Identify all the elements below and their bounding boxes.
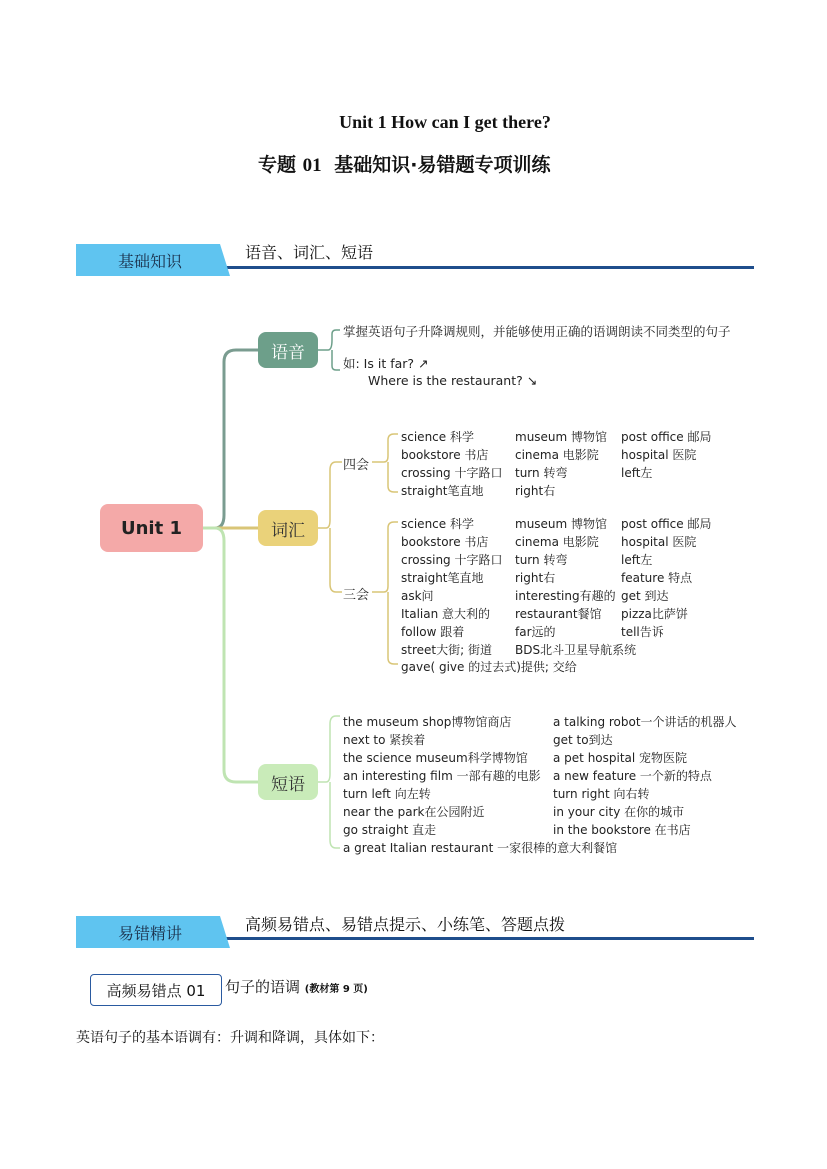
four-skills-cell: crossing 十字路口: [401, 466, 503, 480]
topic-prefix: 专题: [258, 154, 297, 176]
branch-vocab: 词汇: [258, 510, 318, 546]
three-skills-cell: ask问: [401, 589, 434, 603]
four-skills-cell: museum 博物馆: [515, 430, 608, 444]
three-skills-cell: pizza比萨饼: [621, 607, 688, 621]
phrase-list-cell: a pet hospital 宠物医院: [553, 751, 688, 765]
three-skills-cell: straight笔直地: [401, 571, 484, 585]
bracket-four: [372, 434, 398, 492]
three-skills-cell: cinema 电影院: [515, 535, 599, 549]
branch-phrases: 短语: [258, 764, 318, 800]
three-skills-cell: Italian 意大利的: [401, 607, 491, 621]
section1-subtitle: 语音、词汇、短语: [245, 243, 374, 262]
phonetics-example-1: 如: Is it far? ↗: [343, 356, 429, 371]
four-skills-cell: turn 转弯: [515, 466, 568, 480]
phrase-list-cell: the museum shop博物馆商店: [343, 715, 512, 729]
section1-tag: 基础知识: [76, 244, 220, 276]
phrase-list-cell: an interesting film 一部有趣的电影: [343, 769, 541, 783]
three-skills-cell: right右: [515, 571, 556, 585]
three-skills-cell: follow 跟着: [401, 625, 465, 639]
three-skills-cell: far远的: [515, 625, 556, 639]
four-skills-cell: science 科学: [401, 430, 474, 444]
phrase-list-cell: in your city 在你的城市: [553, 805, 685, 819]
phrase-list-cell: go straight 直走: [343, 823, 437, 837]
three-skills-cell: tell告诉: [621, 625, 664, 639]
three-skills-cell: science 科学: [401, 517, 474, 531]
topic-number: 01: [302, 155, 322, 176]
four-skills-label: 四会: [343, 458, 370, 473]
section2-subtitle: 高频易错点、易错点提示、小练笔、答题点拨: [245, 915, 566, 934]
three-skills-cell: bookstore 书店: [401, 535, 489, 549]
bracket-phrases: [318, 716, 340, 848]
mindmap-root: Unit 1: [100, 504, 203, 552]
phrase-list-cell: next to 紧挨着: [343, 733, 426, 747]
three-skills-cell: BDS北斗卫星导航系统: [515, 643, 637, 657]
three-skills-cell: get 到达: [621, 589, 669, 603]
phrase-list-cell: turn left 向左转: [343, 787, 431, 801]
connector-root-phonetics: [203, 350, 258, 528]
bracket-three: [372, 522, 398, 664]
four-skills-cell: cinema 电影院: [515, 448, 599, 462]
three-skills-cell: turn 转弯: [515, 553, 568, 567]
four-skills-cell: left左: [621, 466, 653, 480]
phonetics-example-2: Where is the restaurant? ↘: [368, 373, 538, 388]
bracket-phonetics: [318, 330, 340, 370]
unit-title: Unit 1 How can I get there?: [339, 112, 551, 132]
three-skills-label: 三会: [343, 588, 370, 603]
three-skills-cell: post office 邮局: [621, 517, 712, 531]
four-skills-cell: right右: [515, 484, 556, 498]
three-skills-cell: hospital 医院: [621, 535, 697, 549]
section2-tag: 易错精讲: [76, 916, 220, 948]
three-skills-cell: street大街; 街道: [401, 643, 492, 657]
point01-note: (教材第 9 页): [304, 984, 368, 995]
phrase-list-cell: turn right 向右转: [553, 787, 650, 801]
three-skills-cell: crossing 十字路口: [401, 553, 503, 567]
four-skills-cell: hospital 医院: [621, 448, 697, 462]
vocab-last-line: gave( give 的过去式)提供; 交给: [401, 660, 577, 674]
three-skills-cell: feature 特点: [621, 571, 693, 585]
phrase-list-cell: in the bookstore 在书店: [553, 823, 691, 837]
phrase-list-cell: the science museum科学博物馆: [343, 751, 528, 765]
four-skills-cell: straight笔直地: [401, 484, 484, 498]
three-skills-cell: restaurant餐馆: [515, 607, 602, 621]
three-skills-cell: museum 博物馆: [515, 517, 608, 531]
four-skills-cell: bookstore 书店: [401, 448, 489, 462]
four-skills-cell: post office 邮局: [621, 430, 712, 444]
topic-text: 基础知识·易错题专项训练: [334, 154, 551, 176]
phrase-list-cell: a new feature 一个新的特点: [553, 769, 712, 783]
branch-phonetics: 语音: [258, 332, 318, 368]
point01-box: 高频易错点 01: [90, 974, 222, 1006]
phrase-list-cell: near the park在公园附近: [343, 805, 485, 819]
point01-title: [225, 976, 368, 997]
three-skills-cell: left左: [621, 553, 653, 567]
connector-vocab-branches: [318, 462, 342, 592]
three-skills-cell: interesting有趣的: [515, 589, 616, 603]
phonetics-rule: 掌握英语句子升降调规则，并能够使用正确的语调朗读不同类型的句子: [343, 324, 731, 339]
phrase-last-line: a great Italian restaurant 一家很棒的意大利餐馆: [343, 841, 618, 855]
connector-root-phrases: [203, 528, 258, 782]
phrase-list-cell: get to到达: [553, 733, 613, 747]
phrase-list-cell: a talking robot一个讲话的机器人: [553, 715, 737, 729]
point01-title-text: 句子的语调: [225, 978, 301, 996]
section2-tag-edge: [200, 916, 230, 950]
point01-body: 英语句子的基本语调有：升调和降调，具体如下：: [76, 1030, 384, 1046]
